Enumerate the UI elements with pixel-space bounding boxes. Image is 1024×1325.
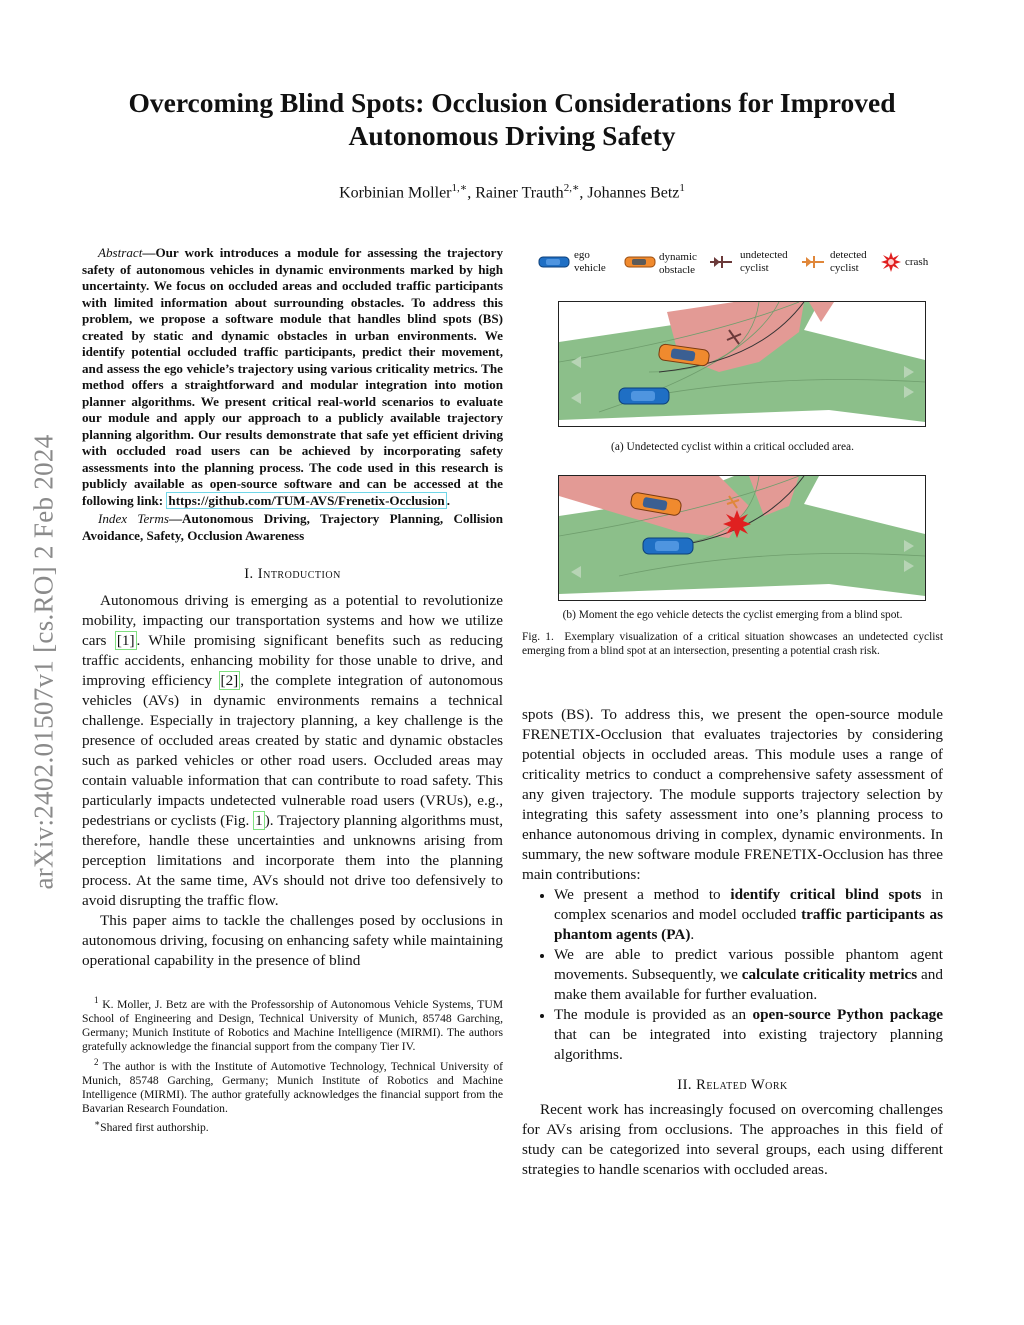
citation-link[interactable]: [2] — [220, 672, 239, 689]
ego-vehicle-icon — [538, 255, 570, 269]
intro-paragraph-2: This paper aims to tackle the challenges posed by occlusions in autonomous driving, focusing on enhancing safety while maintaining operational capability in the presence of blind — [82, 912, 503, 969]
author-affil: 2,∗ — [563, 182, 580, 194]
legend-detected — [830, 249, 867, 274]
author-affil: 1 — [679, 182, 685, 194]
section-heading-related-work: II. Related Work — [677, 1077, 788, 1093]
figure-legend — [522, 245, 943, 285]
list-text: that can be integrated into existing trajectory planning algorithms. — [554, 1026, 943, 1063]
list-text: We are able to predict various possible phantom agent movements. Subsequently, we — [554, 946, 943, 983]
author-list: Korbinian Moller$^{1,∗}$, Rainer Trauth$^{2,∗}$, Johannes Betz$^1$ — [339, 182, 685, 202]
list-item — [554, 1005, 943, 1065]
author-name: Korbinian Moller — [339, 184, 452, 202]
left-column — [82, 245, 503, 1135]
intro-paragraph-3: spots (BS). To address this, we present the open-source module FRENETIX-Occlusion that evaluates trajectories by considering potential objects in occluded areas. This module uses a range of criticality metrics to conduct a comprehensive safety assessment of any given trajectory. The module supports trajectory selection by integrating this safety assessment into one’s planning process to enhance autonomous driving in complex, dynamic environments. In summary, the new software module FRENETIX-Occlusion has three main contributions: — [522, 706, 943, 883]
legend-text: dynamic — [659, 251, 697, 263]
legend-text: undetected — [740, 249, 788, 261]
list-text: . — [690, 926, 695, 943]
undetected-cyclist-icon — [708, 253, 736, 271]
list-item — [554, 945, 943, 1005]
footnote-3 — [82, 1116, 503, 1135]
footnote-text: Shared first authorship. — [100, 1121, 209, 1135]
footnote-text: The author is with the Institute of Automotive Technology, Technical University of Munich, 85748 Garching, Germany; Munich Institute of Robotics and Machine Intelligence (MIRMI). The author gratefully acknowledges the financial support from the Bavarian Research Foundation. — [82, 1059, 503, 1116]
legend-text: vehicle — [574, 261, 606, 274]
list-text: The module is provided as an — [554, 1006, 753, 1023]
subfigure-b — [558, 475, 926, 601]
subfigure-a-caption: (a) Undetected cyclist within a critical occluded area. — [611, 441, 854, 453]
subfigure-a — [558, 301, 926, 427]
figure-caption-label: Fig. 1. — [522, 631, 554, 643]
figure-caption — [522, 630, 943, 659]
legend-undetected — [740, 249, 788, 274]
list-text: in complex scenarios and model occluded — [554, 886, 943, 923]
intro-paragraph-1 — [82, 591, 503, 911]
index-terms-label: Index Terms — [98, 511, 169, 526]
intro-text: Autonomous driving is emerging as a potential to revolutionize mobility, impacting our transportation systems and how we utilize cars — [82, 592, 503, 649]
scene-b-drawing — [559, 476, 925, 600]
right-column — [522, 245, 943, 1180]
legend-dynamic — [659, 251, 697, 276]
list-text: and make them available for further evaluation. — [554, 966, 943, 1003]
legend-text: detected — [830, 249, 867, 261]
legend-ego — [574, 249, 606, 274]
intro-text: , the complete integration of autonomous vehicles (AVs) in dynamic environments remains a technical challenge. Especially in trajectory planning, a key challenge is the presence of occluded areas created by static and dynamic obstacles such as parked vehicles or other road users. Occluded areas may contain valuable information that can contribute to road safety. This particularly impacts undetected vulnerable road users (VRUs), e.g., pedestrians or cyclists (Fig. — [82, 672, 503, 829]
legend-text: cyclist — [740, 261, 769, 274]
arxiv-id: arXiv:2402.01507v1 [cs.RO] 2 Feb 2024 — [28, 434, 59, 890]
contributions-list — [522, 885, 943, 1065]
related-paragraph-1: Recent work has increasingly focused on overcoming challenges for AVs arising from occlusions. The approaches in this field of study can be categorized into several groups, each using different strategies to handle scenarios with occluded areas. — [522, 1101, 943, 1178]
subfigure-b-caption: (b) Moment the ego vehicle detects the cyclist emerging from a blind spot. — [562, 609, 903, 621]
figure-link[interactable]: 1 — [255, 812, 263, 829]
scene-a-drawing — [559, 302, 925, 426]
ego-car — [619, 388, 669, 404]
footnote-2 — [82, 1055, 503, 1117]
dynamic-obstacle-icon — [624, 255, 656, 269]
list-text: We present a method to — [554, 886, 731, 903]
author-affil: 1,∗ — [451, 182, 468, 194]
list-emphasis: traffic participants as phantom agents (PA) — [554, 906, 943, 943]
section-heading-introduction: I. Introduction — [244, 566, 341, 582]
index-terms-text: —Autonomous Driving, Trajectory Planning, Collision Avoidance, Safety, Occlusion Awareness — [82, 511, 503, 543]
detected-cyclist-icon — [800, 253, 828, 271]
legend-crash: crash — [905, 256, 929, 268]
abstract-label: Abstract — [98, 245, 143, 260]
list-item — [554, 885, 943, 945]
list-emphasis: calculate criticality metrics — [741, 966, 918, 983]
ego-car — [643, 538, 693, 554]
footnote-mark: 2 — [94, 1056, 99, 1067]
index-terms — [82, 511, 503, 544]
footnote-mark: ∗ — [94, 1118, 101, 1129]
code-link[interactable]: https://github.com/TUM-AVS/Frenetix-Occlusion — [168, 492, 445, 508]
crash-icon — [880, 251, 902, 273]
abstract-end: . — [446, 492, 450, 508]
footnotes — [82, 993, 503, 1135]
abstract-text: —Our work introduces a module for assessing the trajectory safety of autonomous vehicles in dynamic environments marked by high uncertainty. We focus on occluded areas and occluded traffic participants with limited information about surrounding obstacles. To address this problem, we propose a software module that handles blind spots (BS) created by static and dynamic obstacles in urban environments. We identify potential occluded traffic participants, predict their movement, and assess the ego vehicle’s trajectory using various criticality metrics. The method offers a straightforward and modular integration into motion planner algorithms. We present critical real-world scenarios to evaluate our module and apply our approach to a publicly available trajectory planning algorithm. Our results demonstrate that safe yet efficient driving with occluded road users can be achieved by incorporating safety assessments into the planning process. The code used in this research is publicly available as open-source software and can be accessed at the following link: — [82, 245, 503, 508]
legend-text: cyclist — [830, 261, 859, 274]
citation-link[interactable]: [1] — [116, 632, 135, 649]
legend-text: ego — [574, 249, 590, 261]
list-emphasis: identify critical blind spots — [730, 886, 922, 903]
legend-text: obstacle — [659, 263, 696, 276]
paper-title: Overcoming Blind Spots: Occlusion Considerations for Improved Autonomous Driving Safety — [128, 87, 896, 151]
author-name: Rainer Trauth — [475, 184, 564, 202]
figure-1 — [522, 245, 943, 673]
abstract — [82, 245, 503, 509]
author-name: Johannes Betz — [587, 184, 680, 202]
intro-text: ). Trajectory planning algorithms must, therefore, handle these uncertainties and unknowns arising from perception limitations and incorporate them into the planning process. At the same time, AVs should not drive too defensively to avoid disrupting the traffic flow. — [82, 812, 503, 909]
intro-text: . While promising significant benefits such as reducing traffic accidents, enhancing mobility for those unable to drive, and improving efficiency — [82, 632, 504, 689]
footnote-1 — [82, 993, 503, 1055]
footnote-mark: 1 — [94, 995, 99, 1005]
arxiv-stamp — [22, 362, 66, 962]
list-emphasis: open-source Python package — [752, 1006, 943, 1023]
footnote-text: K. Moller, J. Betz are with the Professorship of Autonomous Vehicle Systems, TUM School of Engineering and Design, Technical University of Munich, 85748 Garching, Germany; Munich Institute of Robotics and Machine Intelligence (MIRMI). The authors gratefully acknowledge the financial support from the company Tier IV. — [82, 997, 504, 1054]
figure-caption-text: Exemplary visualization of a critical situation showcases an undetected cyclist emerging from a blind spot at an intersection, presenting a potential crash risk. — [522, 631, 944, 658]
